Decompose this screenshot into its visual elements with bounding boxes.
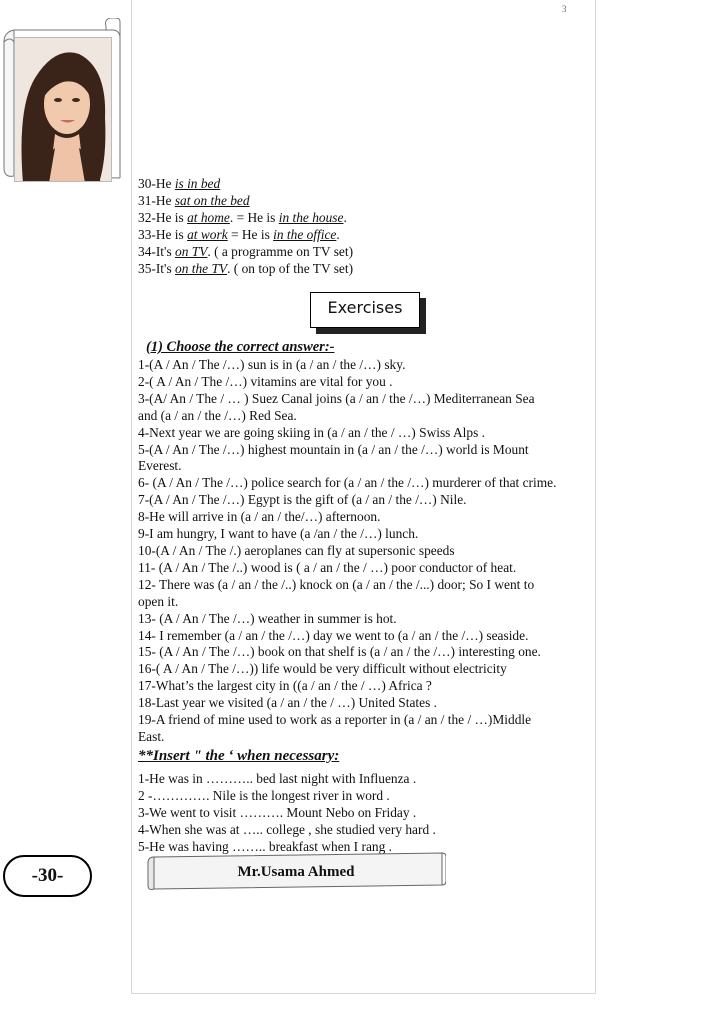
insert-the-list: [138, 771, 608, 856]
list-item: 2-( A / An / The /…) vitamins are vital for you .: [138, 373, 393, 389]
list-item: 12- There was (a / an / the /..) knock on (a / an / the /...) door; So I went to: [138, 576, 535, 592]
list-item: 31-He sat on the bed: [138, 192, 250, 208]
list-item: 33-He is at work = He is in the office.: [138, 226, 340, 242]
list-item: 3-We went to visit ………. Mount Nebo on Friday .: [138, 804, 417, 820]
list-item: 1-He was in ……….. bed last night with Influenza .: [138, 771, 417, 786]
page-marker: 3: [562, 4, 567, 14]
page-number: -30-: [3, 855, 92, 897]
list-item: open it.: [138, 593, 179, 609]
list-item: 15- (A / An / The /…) book on that shelf is (a / an / the /…) interesting one.: [138, 644, 541, 660]
list-item: 5-He was having …….. breakfast when I rang .: [138, 838, 392, 854]
list-item: 18-Last year we visited (a / an / the / …) United States .: [138, 695, 437, 711]
list-item: 4-Next year we are going skiing in (a / an / the / …) Swiss Alps .: [138, 424, 485, 440]
list-item: 32-He is at home. = He is in the house.: [138, 209, 347, 225]
author-name: Mr.Usama Ahmed: [237, 864, 355, 880]
list-item: 8-He will arrive in (a / an / the/…) afternoon.: [138, 509, 381, 525]
list-item: 11- (A / An / The /..) wood is ( a / an / the / …) poor conductor of heat.: [138, 559, 517, 575]
list-item: 5-(A / An / The /…) highest mountain in (a / an / the /…) world is Mount: [138, 441, 529, 457]
list-item: East.: [138, 728, 165, 744]
list-item: 34-It's on TV. ( a programme on TV set): [138, 243, 354, 259]
portrait-scroll-frame: [0, 18, 133, 180]
section-heading-insert: **Insert " the ‘ when necessary:: [138, 748, 340, 764]
exercises-title-box: [310, 292, 426, 334]
list-item: Everest.: [138, 458, 182, 474]
list-item: 35-It's on the TV. ( on top of the TV set): [138, 260, 354, 276]
list-item: 1-(A / An / The /…) sun is in (a / an / the /…) sky.: [138, 357, 406, 372]
list-item: 4-When she was at ….. college , she studied very hard .: [138, 821, 436, 837]
exercises-title: Exercises: [310, 292, 420, 328]
prepositions-list: [138, 176, 598, 277]
list-item: 19-A friend of mine used to work as a reporter in (a / an / the / …)Middle: [138, 712, 532, 728]
portrait-photo: [14, 37, 112, 182]
choose-answer-list: [138, 357, 608, 746]
list-item: 6- (A / An / The /…) police search for (a / an / the /…) murderer of that crime.: [138, 475, 557, 491]
list-item: 30-He is in bed: [138, 176, 221, 191]
section-heading-choose: (1) Choose the correct answer:-: [146, 339, 335, 355]
list-item: and (a / an / the /…) Red Sea.: [138, 407, 297, 423]
author-banner: [146, 851, 446, 891]
list-item: 16-( A / An / The /…)) life would be very difficult without electricity: [138, 661, 507, 677]
list-item: 9-I am hungry, I want to have (a /an / the /…) lunch.: [138, 526, 419, 542]
list-item: 7-(A / An / The /…) Egypt is the gift of (a / an / the /…) Nile.: [138, 492, 467, 508]
list-item: 17-What’s the largest city in ((a / an / the / …) Africa ?: [138, 678, 432, 694]
list-item: 13- (A / An / The /…) weather in summer is hot.: [138, 610, 397, 626]
list-item: 10-(A / An / The /.) aeroplanes can fly at supersonic speeds: [138, 542, 455, 558]
list-item: 3-(A/ An / The / … ) Suez Canal joins (a / an / the /…) Mediterranean Sea: [138, 390, 535, 406]
list-item: 14- I remember (a / an / the /…) day we went to (a / an / the /…) seaside.: [138, 627, 529, 643]
list-item: 2 -…………. Nile is the longest river in word .: [138, 787, 390, 803]
